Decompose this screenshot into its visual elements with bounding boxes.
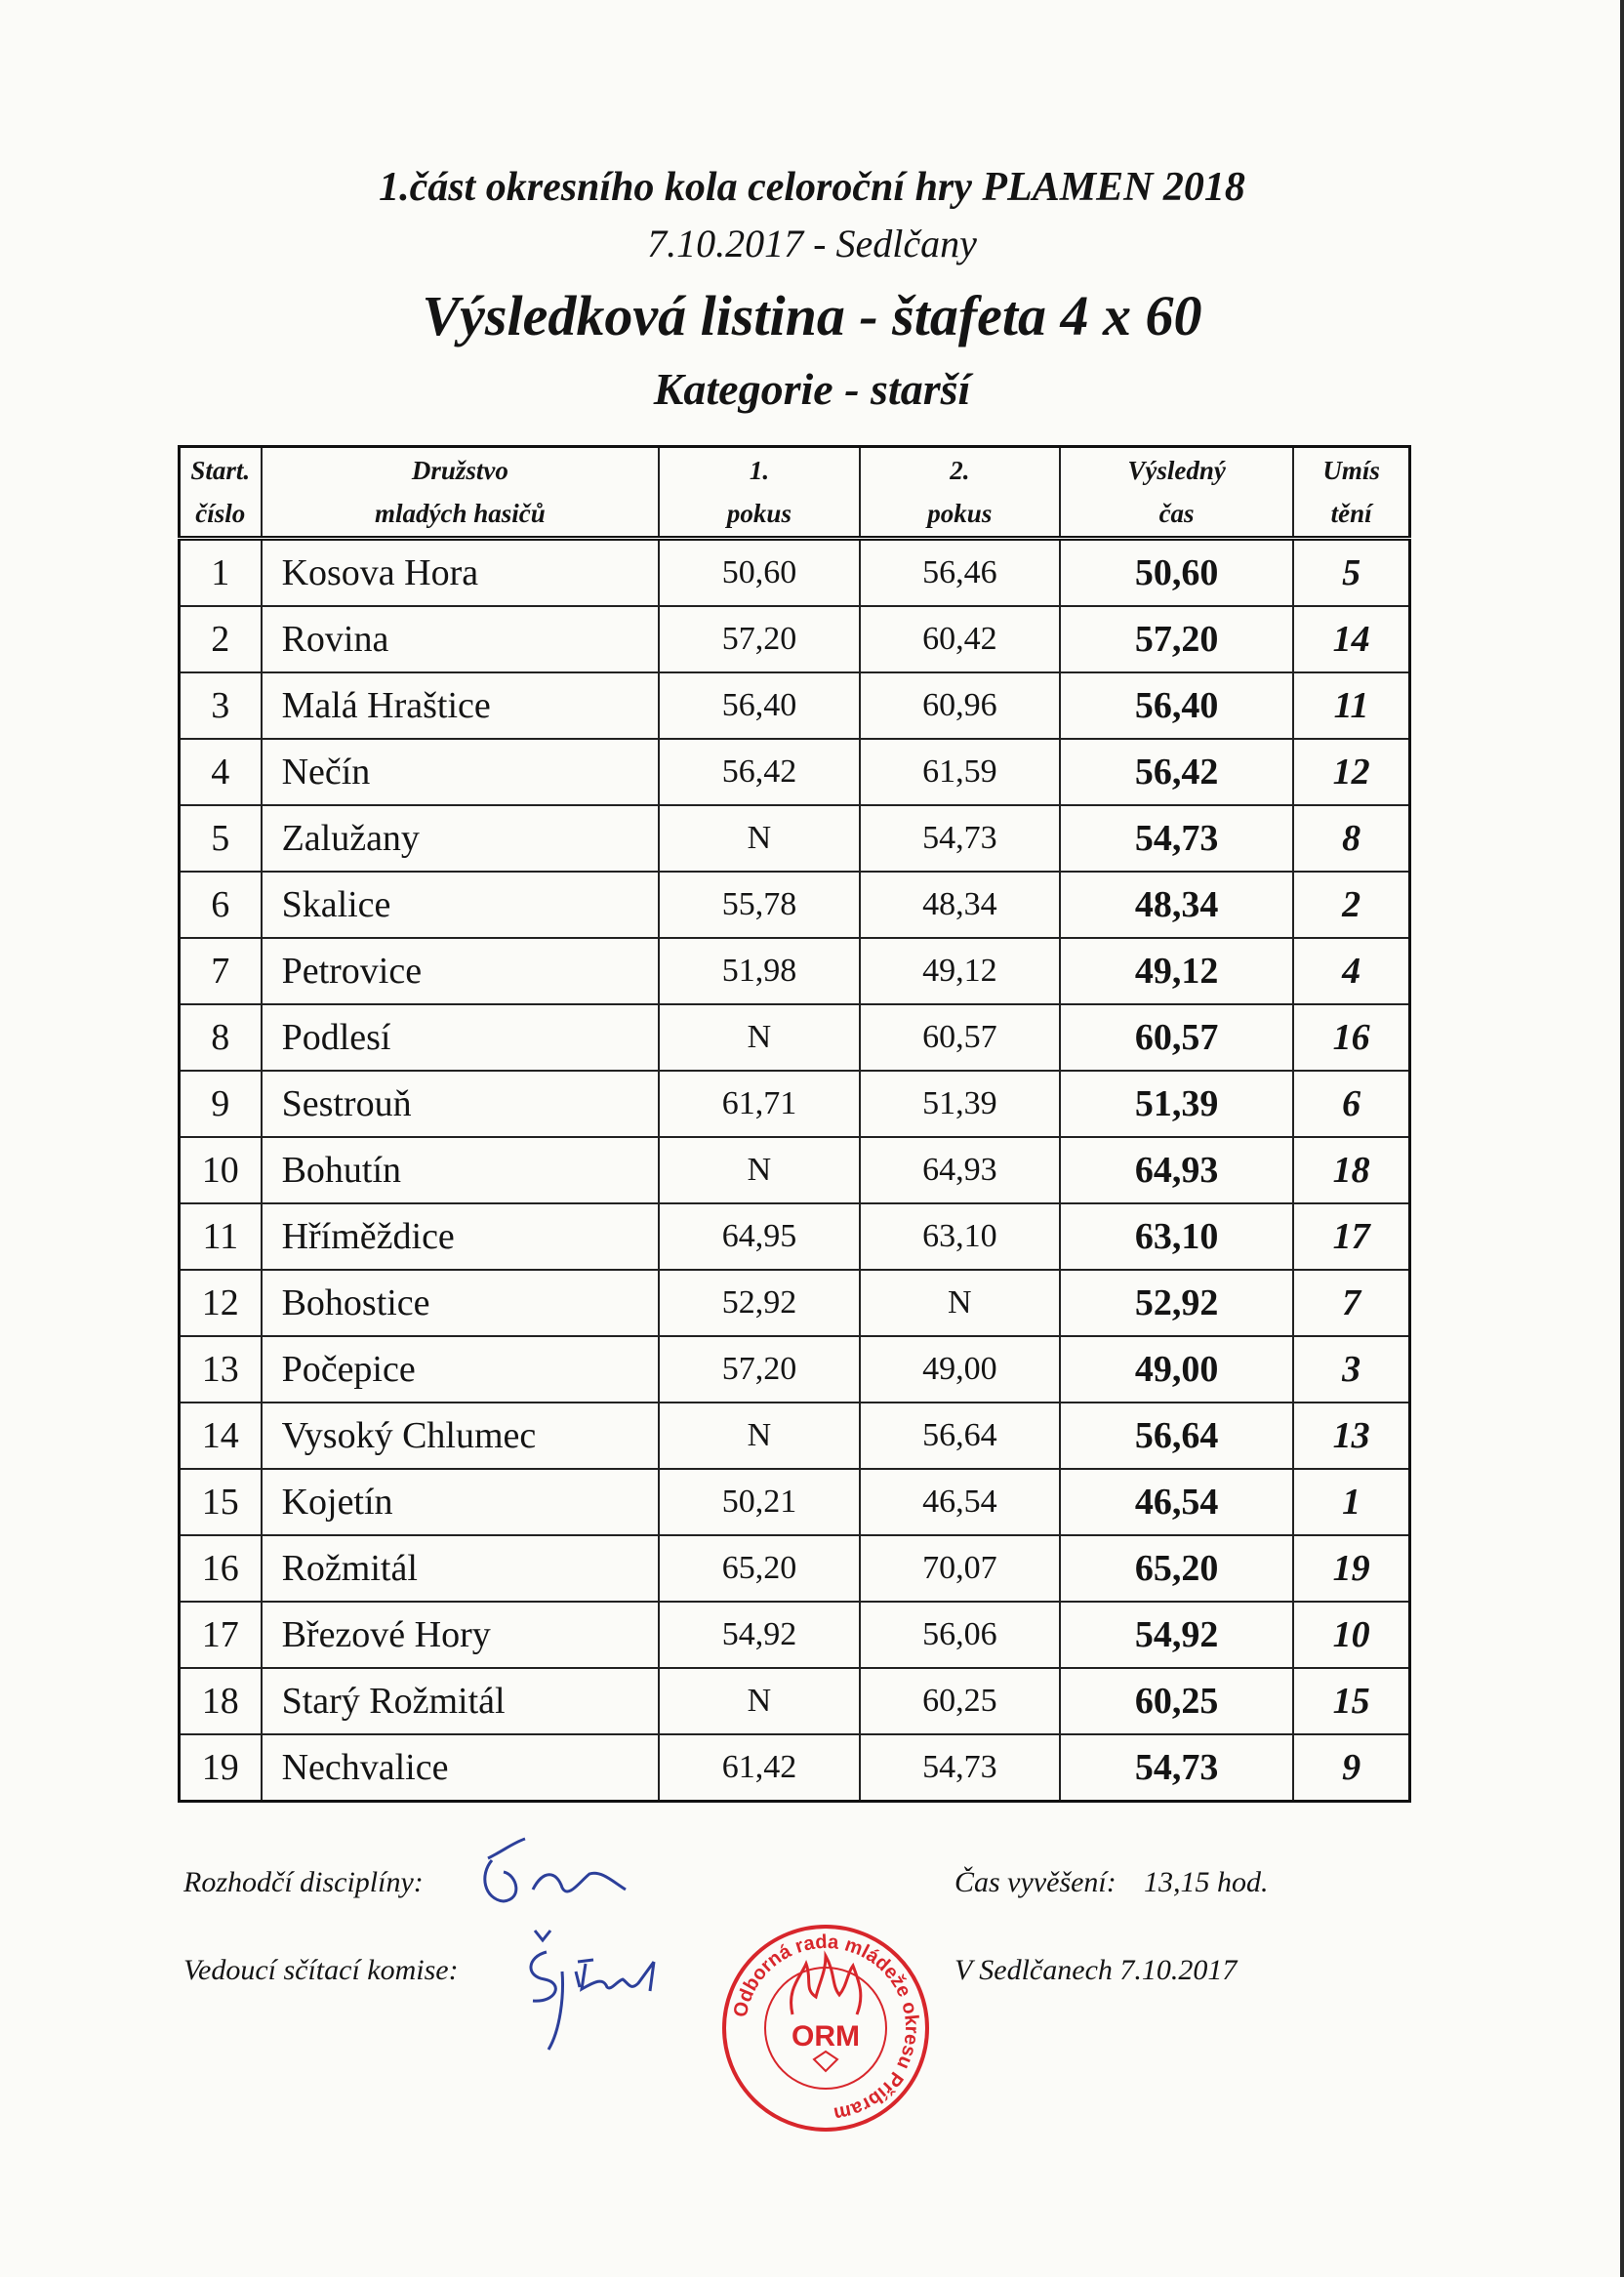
svg-text:ORM: ORM xyxy=(792,2020,860,2053)
judge-label: Rozhodčí disciplíny: xyxy=(183,1866,424,1898)
row-try1: 56,42 xyxy=(659,739,859,805)
row-team: Nechvalice xyxy=(262,1734,660,1802)
row-try2: 56,64 xyxy=(860,1403,1060,1469)
row-result: 54,92 xyxy=(1060,1602,1293,1668)
row-try1: N xyxy=(659,1137,859,1203)
row-try2: 61,59 xyxy=(860,739,1060,805)
row-try2: 51,39 xyxy=(860,1071,1060,1137)
row-team: Rovina xyxy=(262,606,660,672)
row-start: 12 xyxy=(180,1270,262,1336)
row-place: 11 xyxy=(1293,672,1409,739)
table-row xyxy=(180,1203,1410,1270)
row-try1: 57,20 xyxy=(659,606,859,672)
col-try1: 1. pokus xyxy=(659,447,859,539)
row-try1: 61,71 xyxy=(659,1071,859,1137)
row-result: 56,42 xyxy=(1060,739,1293,805)
row-try2: 64,93 xyxy=(860,1137,1060,1203)
table-row xyxy=(180,1270,1410,1336)
row-try2: 54,73 xyxy=(860,1734,1060,1802)
row-place: 2 xyxy=(1293,872,1409,938)
row-try1: 64,95 xyxy=(659,1203,859,1270)
row-start: 16 xyxy=(180,1535,262,1602)
row-try2: 60,57 xyxy=(860,1004,1060,1071)
row-team: Skalice xyxy=(262,872,660,938)
row-team: Bohutín xyxy=(262,1137,660,1203)
row-result: 49,00 xyxy=(1060,1336,1293,1403)
row-place: 17 xyxy=(1293,1203,1409,1270)
row-start: 15 xyxy=(180,1469,262,1535)
row-result: 63,10 xyxy=(1060,1203,1293,1270)
row-start: 19 xyxy=(180,1734,262,1802)
row-place: 15 xyxy=(1293,1668,1409,1734)
row-try2: 49,12 xyxy=(860,938,1060,1004)
posted-label: Čas vyvěšení: xyxy=(954,1866,1116,1898)
table-row xyxy=(180,1004,1410,1071)
row-team: Starý Rožmitál xyxy=(262,1668,660,1734)
row-start: 3 xyxy=(180,672,262,739)
table-row xyxy=(180,805,1410,872)
table-row xyxy=(180,672,1410,739)
event-title: 1.část okresního kola celoroční hry PLAMEN 2018 xyxy=(379,165,1245,210)
row-result: 54,73 xyxy=(1060,1734,1293,1802)
orm-stamp xyxy=(718,1921,933,2135)
row-try1: 61,42 xyxy=(659,1734,859,1802)
row-start: 11 xyxy=(180,1203,262,1270)
row-start: 7 xyxy=(180,938,262,1004)
row-start: 8 xyxy=(180,1004,262,1071)
posted-time: 13,15 hod. xyxy=(1144,1866,1269,1898)
table-row xyxy=(180,1602,1410,1668)
row-team: Počepice xyxy=(262,1336,660,1403)
row-try1: N xyxy=(659,805,859,872)
table-row xyxy=(180,938,1410,1004)
table-row xyxy=(180,1734,1410,1802)
row-try2: 63,10 xyxy=(860,1203,1060,1270)
row-result: 52,92 xyxy=(1060,1270,1293,1336)
row-team: Podlesí xyxy=(262,1004,660,1071)
col-place: Umís tění xyxy=(1293,447,1409,539)
row-result: 48,34 xyxy=(1060,872,1293,938)
row-try1: 54,92 xyxy=(659,1602,859,1668)
table-row xyxy=(180,872,1410,938)
row-place: 5 xyxy=(1293,539,1409,607)
row-place: 12 xyxy=(1293,739,1409,805)
row-place: 7 xyxy=(1293,1270,1409,1336)
col-try2: 2. pokus xyxy=(860,447,1060,539)
commission-signature xyxy=(508,1923,683,2059)
row-team: Sestrouň xyxy=(262,1071,660,1137)
table-row xyxy=(180,1535,1410,1602)
row-try1: 57,20 xyxy=(659,1336,859,1403)
table-row xyxy=(180,1071,1410,1137)
row-try2: 56,06 xyxy=(860,1602,1060,1668)
row-result: 54,73 xyxy=(1060,805,1293,872)
row-try2: 60,42 xyxy=(860,606,1060,672)
row-try1: 52,92 xyxy=(659,1270,859,1336)
row-place: 18 xyxy=(1293,1137,1409,1203)
row-team: Kosova Hora xyxy=(262,539,660,607)
row-team: Bohostice xyxy=(262,1270,660,1336)
row-start: 2 xyxy=(180,606,262,672)
category-title: Kategorie - starší xyxy=(653,364,971,414)
table-row xyxy=(180,539,1410,607)
svg-text:Odborná rada mládeže okresu Př: Odborná rada mládeže okresu Příbram xyxy=(729,1931,923,2125)
results-table xyxy=(178,445,1411,1803)
row-try2: 56,46 xyxy=(860,539,1060,607)
document-title: Výsledková listina - štafeta 4 x 60 xyxy=(422,284,1202,347)
table-row xyxy=(180,739,1410,805)
row-place: 19 xyxy=(1293,1535,1409,1602)
row-start: 14 xyxy=(180,1403,262,1469)
col-start: Start. číslo xyxy=(180,447,262,539)
row-team: Vysoký Chlumec xyxy=(262,1403,660,1469)
row-try1: N xyxy=(659,1668,859,1734)
row-team: Březové Hory xyxy=(262,1602,660,1668)
row-try1: 65,20 xyxy=(659,1535,859,1602)
row-result: 60,25 xyxy=(1060,1668,1293,1734)
col-team: Družstvo mladých hasičů xyxy=(262,447,660,539)
row-try2: 60,96 xyxy=(860,672,1060,739)
table-row xyxy=(180,1403,1410,1469)
row-place: 10 xyxy=(1293,1602,1409,1668)
row-result: 65,20 xyxy=(1060,1535,1293,1602)
row-start: 10 xyxy=(180,1137,262,1203)
place-date: V Sedlčanech 7.10.2017 xyxy=(954,1954,1238,1986)
row-start: 18 xyxy=(180,1668,262,1734)
row-start: 17 xyxy=(180,1602,262,1668)
row-place: 3 xyxy=(1293,1336,1409,1403)
row-team: Kojetín xyxy=(262,1469,660,1535)
row-result: 57,20 xyxy=(1060,606,1293,672)
row-try2: 70,07 xyxy=(860,1535,1060,1602)
row-place: 6 xyxy=(1293,1071,1409,1137)
row-result: 46,54 xyxy=(1060,1469,1293,1535)
row-try1: 50,21 xyxy=(659,1469,859,1535)
table-row xyxy=(180,606,1410,672)
row-result: 60,57 xyxy=(1060,1004,1293,1071)
row-result: 51,39 xyxy=(1060,1071,1293,1137)
row-try1: 55,78 xyxy=(659,872,859,938)
row-try1: N xyxy=(659,1403,859,1469)
row-place: 8 xyxy=(1293,805,1409,872)
row-try1: 56,40 xyxy=(659,672,859,739)
row-try2: 54,73 xyxy=(860,805,1060,872)
table-header-row xyxy=(180,447,1410,539)
row-place: 1 xyxy=(1293,1469,1409,1535)
row-team: Malá Hraštice xyxy=(262,672,660,739)
table-row xyxy=(180,1137,1410,1203)
row-result: 64,93 xyxy=(1060,1137,1293,1203)
row-try1: 51,98 xyxy=(659,938,859,1004)
row-team: Petrovice xyxy=(262,938,660,1004)
row-place: 16 xyxy=(1293,1004,1409,1071)
table-row xyxy=(180,1336,1410,1403)
row-try2: 60,25 xyxy=(860,1668,1060,1734)
row-place: 13 xyxy=(1293,1403,1409,1469)
row-start: 13 xyxy=(180,1336,262,1403)
row-try2: 48,34 xyxy=(860,872,1060,938)
row-start: 1 xyxy=(180,539,262,607)
table-row xyxy=(180,1668,1410,1734)
row-team: Zalužany xyxy=(262,805,660,872)
commission-label: Vedoucí sčítací komise: xyxy=(183,1954,459,1986)
row-start: 5 xyxy=(180,805,262,872)
row-start: 6 xyxy=(180,872,262,938)
row-result: 56,40 xyxy=(1060,672,1293,739)
row-try1: 50,60 xyxy=(659,539,859,607)
row-try1: N xyxy=(659,1004,859,1071)
row-try2: 49,00 xyxy=(860,1336,1060,1403)
row-start: 4 xyxy=(180,739,262,805)
event-date-place: 7.10.2017 - Sedlčany xyxy=(647,222,977,265)
row-place: 4 xyxy=(1293,938,1409,1004)
row-start: 9 xyxy=(180,1071,262,1137)
row-try2: N xyxy=(860,1270,1060,1336)
row-try2: 46,54 xyxy=(860,1469,1060,1535)
table-row xyxy=(180,1469,1410,1535)
row-result: 50,60 xyxy=(1060,539,1293,607)
row-place: 9 xyxy=(1293,1734,1409,1802)
row-team: Hříměždice xyxy=(262,1203,660,1270)
col-result: Výsledný čas xyxy=(1060,447,1293,539)
row-team: Rožmitál xyxy=(262,1535,660,1602)
judge-signature xyxy=(474,1831,640,1929)
row-result: 56,64 xyxy=(1060,1403,1293,1469)
row-team: Nečín xyxy=(262,739,660,805)
row-result: 49,12 xyxy=(1060,938,1293,1004)
row-place: 14 xyxy=(1293,606,1409,672)
